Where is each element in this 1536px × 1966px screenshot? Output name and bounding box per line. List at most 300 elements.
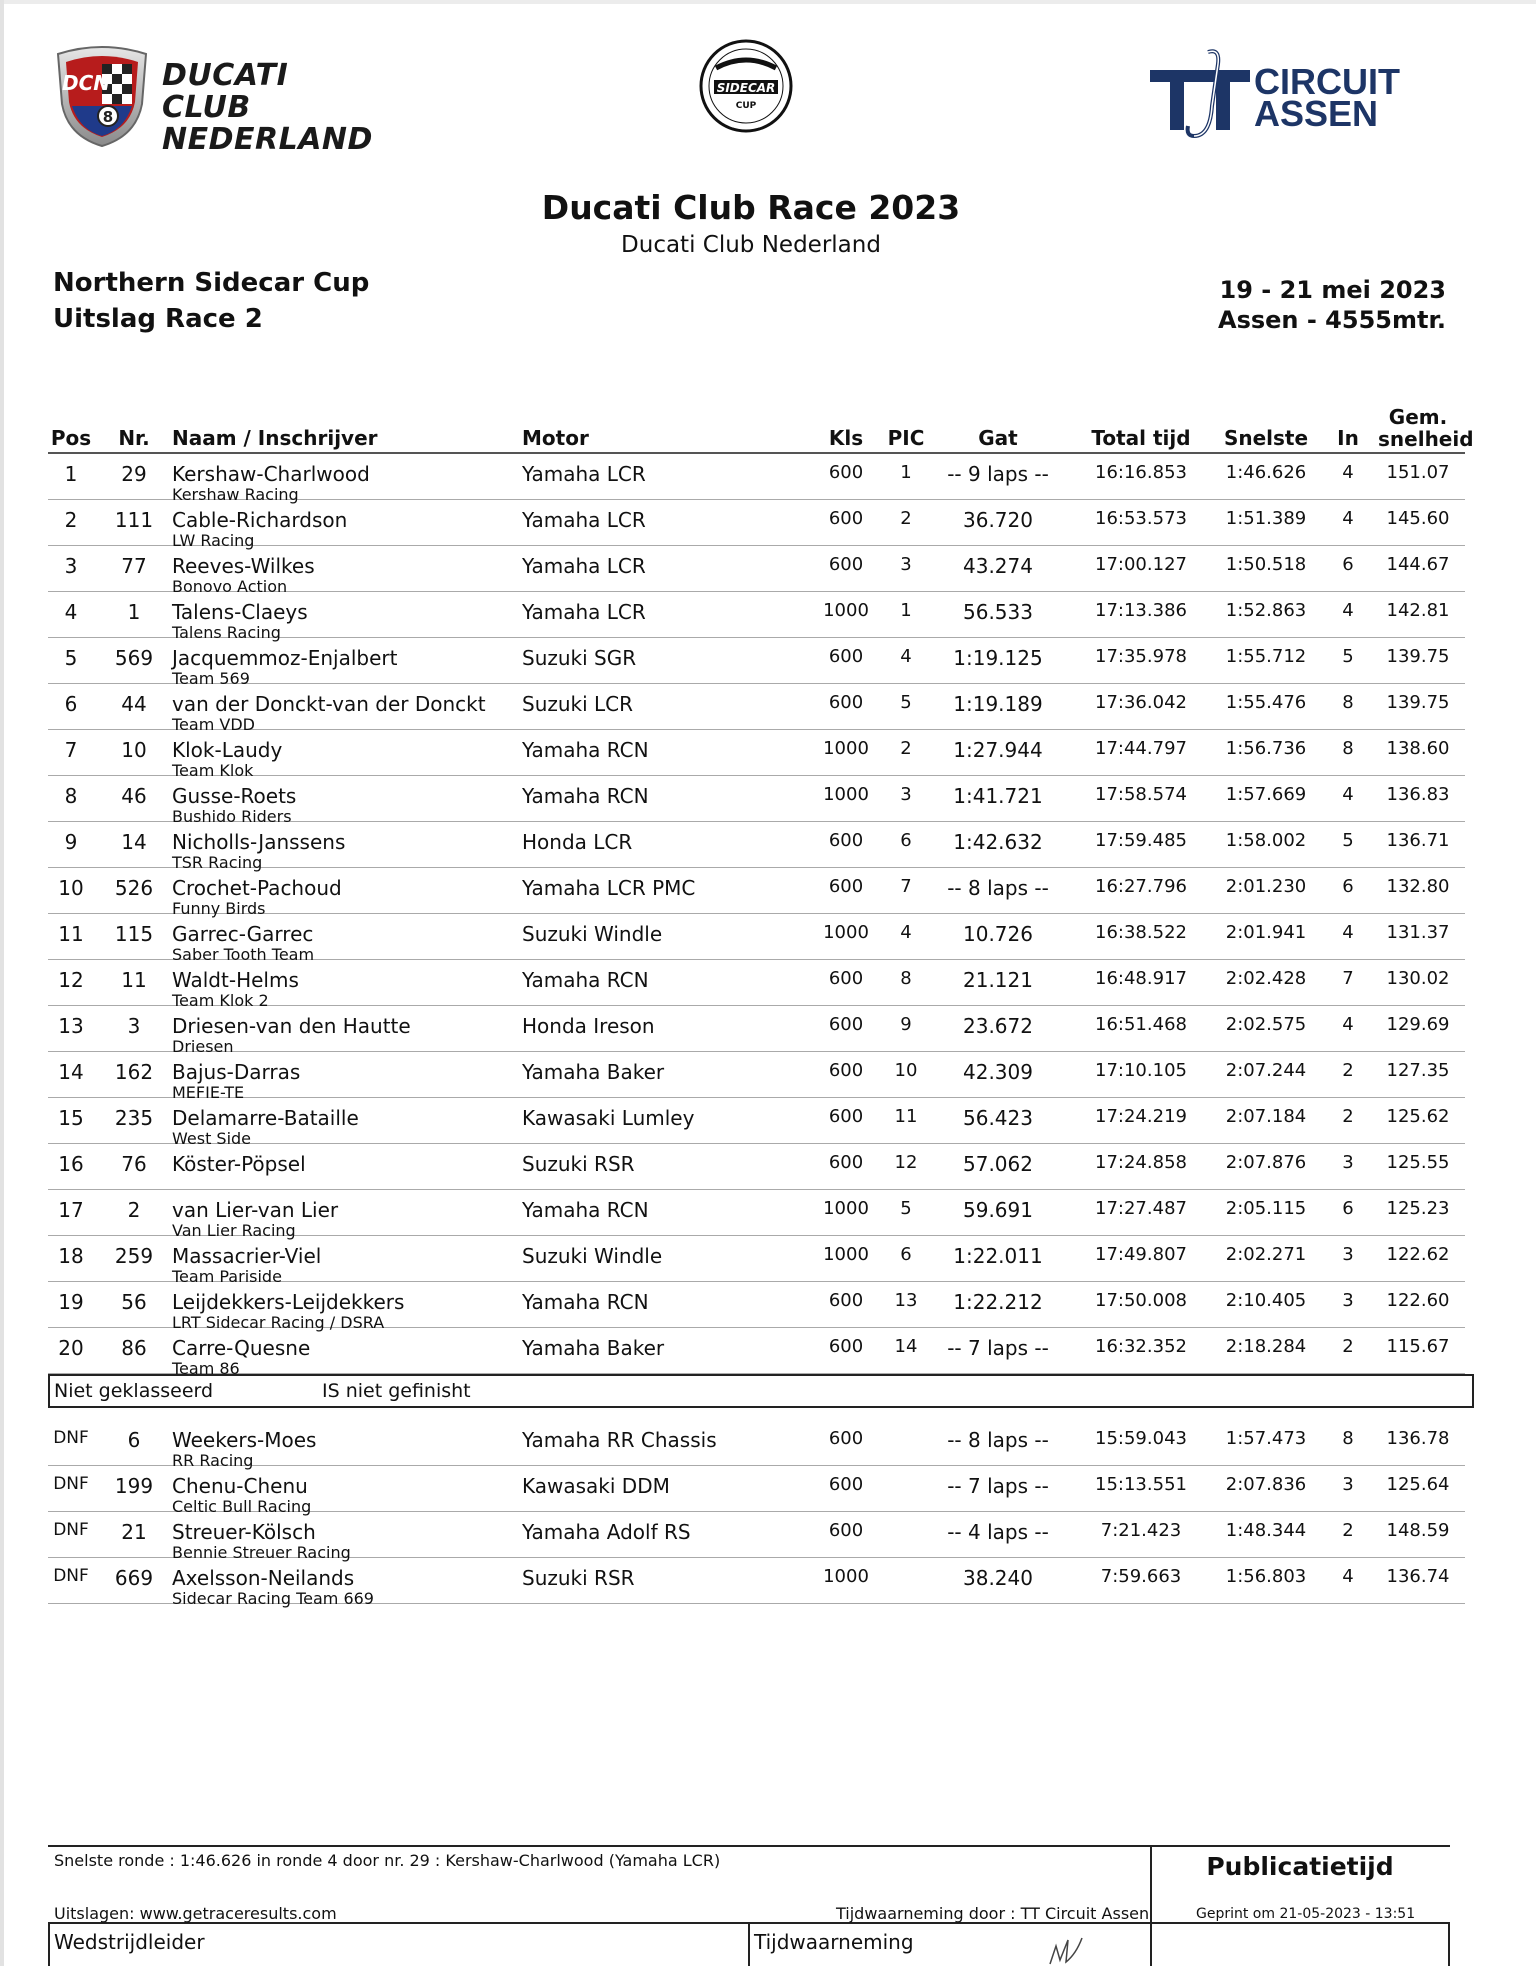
cell-pic: 10 xyxy=(894,1060,918,1081)
cell-total: 16:48.917 xyxy=(1095,968,1187,989)
cell-gem: 136.74 xyxy=(1386,1566,1450,1587)
cell-pic: 5 xyxy=(900,692,912,713)
col-total: Total tijd xyxy=(1091,426,1191,450)
cell-pic: 9 xyxy=(900,1014,912,1035)
cell-gem: 142.81 xyxy=(1386,600,1450,621)
cell-pic: 14 xyxy=(894,1336,918,1357)
cell-gat: 1:22.212 xyxy=(953,1290,1043,1314)
cell-in: 3 xyxy=(1342,1244,1354,1265)
cell-team: TSR Racing xyxy=(172,853,263,872)
cell-in: 5 xyxy=(1342,646,1354,667)
cell-kls: 600 xyxy=(828,1060,864,1081)
cell-in: 2 xyxy=(1342,1520,1354,1541)
cell-pic: 4 xyxy=(900,646,912,667)
dnf-row xyxy=(48,1512,1465,1562)
cell-motor: Yamaha LCR xyxy=(522,554,646,578)
cell-snelste: 1:57.669 xyxy=(1225,784,1307,805)
cell-gat: 1:22.011 xyxy=(953,1244,1043,1268)
result-row xyxy=(48,592,1465,642)
cell-team: Bennie Streuer Racing xyxy=(172,1543,351,1562)
col-gem xyxy=(1378,405,1474,451)
cell-gat: 57.062 xyxy=(963,1152,1033,1176)
result-row xyxy=(48,1328,1465,1378)
cell-pic: 3 xyxy=(900,784,912,805)
cell-kls: 1000 xyxy=(823,1566,869,1587)
page-border-top xyxy=(0,0,1536,4)
result-row xyxy=(48,1282,1465,1332)
cell-nr: 56 xyxy=(121,1290,147,1314)
cell-kls: 600 xyxy=(828,1474,864,1495)
cell-gem: 139.75 xyxy=(1386,646,1450,667)
cell-snelste: 1:57.473 xyxy=(1225,1428,1307,1449)
result-row xyxy=(48,454,1465,504)
page-border-left xyxy=(0,0,4,1966)
cell-nr: 77 xyxy=(121,554,147,578)
cell-gem: 136.71 xyxy=(1386,830,1450,851)
cell-name: Klok-Laudy xyxy=(172,738,283,762)
result-row xyxy=(48,868,1465,918)
cell-total: 17:35.978 xyxy=(1095,646,1187,667)
cell-pos: DNF xyxy=(53,1474,89,1494)
cell-in: 4 xyxy=(1342,1014,1354,1035)
cell-in: 4 xyxy=(1342,508,1354,529)
cell-snelste: 1:58.002 xyxy=(1225,830,1307,851)
result-row xyxy=(48,1098,1465,1148)
cell-name: Streuer-Kölsch xyxy=(172,1520,316,1544)
cell-in: 6 xyxy=(1342,876,1354,897)
cell-gat: 56.423 xyxy=(963,1106,1033,1130)
dnf-body xyxy=(48,1420,1465,1608)
cell-name: van Lier-van Lier xyxy=(172,1198,339,1222)
cell-kls: 600 xyxy=(828,968,864,989)
col-gem-line2: snelheid xyxy=(1378,427,1474,451)
cell-motor: Suzuki RSR xyxy=(522,1566,635,1590)
cell-pos: 2 xyxy=(64,508,78,532)
cell-gem: 139.75 xyxy=(1386,692,1450,713)
cell-total: 15:59.043 xyxy=(1095,1428,1187,1449)
cell-motor: Suzuki Windle xyxy=(522,922,663,946)
cell-team: Van Lier Racing xyxy=(172,1221,296,1240)
dcn-badge-text: DCN xyxy=(61,71,111,95)
cell-pos: 13 xyxy=(58,1014,84,1038)
cell-pic: 8 xyxy=(900,968,912,989)
cell-team: Bushido Riders xyxy=(172,807,292,826)
cell-kls: 1000 xyxy=(823,1198,869,1219)
cell-kls: 1000 xyxy=(823,1244,869,1265)
col-kls: Kls xyxy=(828,426,864,450)
page-title: Ducati Club Race 2023 xyxy=(541,188,961,227)
cell-gem: 125.55 xyxy=(1386,1152,1450,1173)
cell-pos: 14 xyxy=(58,1060,84,1084)
cell-gat: 1:42.632 xyxy=(953,830,1043,854)
ducati-club-line2: NEDERLAND xyxy=(162,122,373,157)
cell-gat: -- 7 laps -- xyxy=(947,1336,1049,1360)
cell-motor: Yamaha RR Chassis xyxy=(522,1428,717,1452)
cell-pos: DNF xyxy=(53,1428,89,1448)
cell-in: 8 xyxy=(1342,1428,1354,1449)
cell-pic: 2 xyxy=(900,738,912,759)
not-classified-label: Niet geklasseerd xyxy=(54,1380,214,1402)
cell-pic: 13 xyxy=(894,1290,918,1311)
cell-in: 2 xyxy=(1342,1106,1354,1127)
ducati-club-wordmark xyxy=(162,60,380,156)
cell-pos: 4 xyxy=(64,600,78,624)
cell-total: 17:59.485 xyxy=(1095,830,1187,851)
col-pos: Pos xyxy=(50,426,92,450)
cell-in: 3 xyxy=(1342,1290,1354,1311)
cell-total: 7:21.423 xyxy=(1100,1520,1182,1541)
cell-total: 16:38.522 xyxy=(1095,922,1187,943)
cell-nr: 235 xyxy=(114,1106,154,1130)
cell-motor: Yamaha Baker xyxy=(522,1060,665,1084)
cell-snelste: 2:07.184 xyxy=(1225,1106,1307,1127)
result-row xyxy=(48,638,1465,688)
cell-pos: 7 xyxy=(64,738,78,762)
cell-total: 17:00.127 xyxy=(1095,554,1187,575)
cell-nr: 14 xyxy=(121,830,147,854)
cell-name: Garrec-Garrec xyxy=(172,922,314,946)
cell-gat: -- 4 laps -- xyxy=(947,1520,1049,1544)
cell-nr: 86 xyxy=(121,1336,147,1360)
cell-pic: 11 xyxy=(894,1106,918,1127)
cell-pic: 5 xyxy=(900,1198,912,1219)
cell-motor: Yamaha RCN xyxy=(522,784,649,808)
cell-pos: 10 xyxy=(58,876,84,900)
cell-snelste: 2:01.230 xyxy=(1225,876,1307,897)
cell-kls: 600 xyxy=(828,508,864,529)
footer-rule-left xyxy=(48,1922,50,1966)
cell-gat: -- 9 laps -- xyxy=(947,462,1049,486)
cell-gem: 145.60 xyxy=(1386,508,1450,529)
cell-kls: 600 xyxy=(828,462,864,483)
cell-name: Kershaw-Charlwood xyxy=(172,462,370,486)
result-row xyxy=(48,730,1465,780)
sidecar-cup-logo xyxy=(698,38,794,134)
result-row xyxy=(48,914,1465,964)
results-table xyxy=(48,400,1474,1608)
cell-gat: 42.309 xyxy=(963,1060,1033,1084)
cell-in: 4 xyxy=(1342,462,1354,483)
dnf-row xyxy=(48,1558,1465,1608)
cell-name: Carre-Quesne xyxy=(172,1336,311,1360)
cell-in: 4 xyxy=(1342,922,1354,943)
cell-gat: 1:19.189 xyxy=(953,692,1043,716)
cell-gat: 23.672 xyxy=(963,1014,1033,1038)
cell-total: 17:36.042 xyxy=(1095,692,1187,713)
cell-motor: Yamaha LCR xyxy=(522,600,646,624)
result-row xyxy=(48,1190,1465,1240)
event-heading xyxy=(53,265,369,337)
cell-nr: 2 xyxy=(127,1198,141,1222)
publication-time-label: Publicatietijd xyxy=(1206,1852,1394,1881)
cell-team: Saber Tooth Team xyxy=(172,945,315,964)
cell-in: 6 xyxy=(1342,554,1354,575)
cell-snelste: 2:07.836 xyxy=(1225,1474,1307,1495)
cell-kls: 600 xyxy=(828,1152,864,1173)
cell-snelste: 2:07.244 xyxy=(1225,1060,1307,1081)
col-motor: Motor xyxy=(522,426,589,450)
cell-kls: 600 xyxy=(828,876,864,897)
cell-total: 17:58.574 xyxy=(1095,784,1187,805)
cell-name: Delamarre-Bataille xyxy=(172,1106,359,1130)
cell-kls: 600 xyxy=(828,1106,864,1127)
cell-gem: 129.69 xyxy=(1386,1014,1450,1035)
cell-in: 2 xyxy=(1342,1060,1354,1081)
page-subtitle: Ducati Club Nederland xyxy=(621,232,881,258)
col-name: Naam / Inschrijver xyxy=(172,426,378,450)
cell-team: West Side xyxy=(172,1129,252,1148)
cell-in: 4 xyxy=(1342,600,1354,621)
cell-pos: DNF xyxy=(53,1520,89,1540)
cell-total: 17:49.807 xyxy=(1095,1244,1187,1265)
dnf-row xyxy=(48,1466,1465,1516)
cell-team: Team 86 xyxy=(172,1359,240,1378)
cell-pos: 3 xyxy=(64,554,78,578)
cell-gem: 151.07 xyxy=(1386,462,1450,483)
cell-nr: 21 xyxy=(121,1520,147,1544)
cell-kls: 1000 xyxy=(823,922,869,943)
cell-total: 7:59.663 xyxy=(1100,1566,1182,1587)
cell-pic: 4 xyxy=(900,922,912,943)
timekeeping-label: Tijdwaarneming xyxy=(754,1930,914,1954)
cell-pic: 1 xyxy=(900,600,912,621)
cell-kls: 600 xyxy=(828,1290,864,1311)
cell-pos: 1 xyxy=(64,462,78,486)
dnf-row xyxy=(48,1420,1465,1470)
cell-total: 17:27.487 xyxy=(1095,1198,1187,1219)
cell-pic: 6 xyxy=(900,830,912,851)
cell-motor: Yamaha LCR xyxy=(522,508,646,532)
cell-pos: 5 xyxy=(64,646,78,670)
cell-gat: 38.240 xyxy=(963,1566,1033,1590)
cell-snelste: 1:52.863 xyxy=(1225,600,1307,621)
cell-motor: Yamaha RCN xyxy=(522,1290,649,1314)
cell-nr: 569 xyxy=(114,646,154,670)
cell-motor: Suzuki RSR xyxy=(522,1152,635,1176)
cell-kls: 1000 xyxy=(823,738,869,759)
cell-snelste: 1:56.736 xyxy=(1225,738,1307,759)
cell-in: 3 xyxy=(1342,1152,1354,1173)
cell-in: 6 xyxy=(1342,1198,1354,1219)
cell-snelste: 2:05.115 xyxy=(1225,1198,1307,1219)
cell-snelste: 1:46.626 xyxy=(1225,462,1307,483)
cell-pos: 11 xyxy=(58,922,84,946)
tt-icon xyxy=(1146,46,1256,142)
tt-circuit-assen-wordmark xyxy=(1254,61,1400,134)
cell-gat: 1:41.721 xyxy=(953,784,1043,808)
cell-gem: 138.60 xyxy=(1386,738,1450,759)
cell-pos: 12 xyxy=(58,968,84,992)
cell-nr: 10 xyxy=(121,738,147,762)
result-row xyxy=(48,1236,1465,1286)
cell-name: Cable-Richardson xyxy=(172,508,348,532)
cell-name: Waldt-Helms xyxy=(172,968,299,992)
cell-gem: 122.62 xyxy=(1386,1244,1450,1265)
cell-team: LRT Sidecar Racing / DSRA xyxy=(172,1313,385,1332)
event-date: 19 - 21 mei 2023 xyxy=(1219,276,1446,304)
cell-motor: Suzuki LCR xyxy=(522,692,634,716)
footer-rule-right xyxy=(1448,1922,1450,1966)
cell-nr: 46 xyxy=(121,784,147,808)
cell-kls: 600 xyxy=(828,692,864,713)
cell-nr: 199 xyxy=(114,1474,154,1498)
cell-snelste: 1:48.344 xyxy=(1225,1520,1307,1541)
cell-total: 16:16.853 xyxy=(1095,462,1187,483)
cell-name: Crochet-Pachoud xyxy=(172,876,342,900)
tt-circuit-assen-logo xyxy=(1146,46,1416,142)
signature-icon xyxy=(1046,1934,1086,1966)
cell-name: Talens-Claeys xyxy=(172,600,308,624)
cell-total: 16:53.573 xyxy=(1095,508,1187,529)
cell-gem: 144.67 xyxy=(1386,554,1450,575)
cell-gat: 1:19.125 xyxy=(953,646,1043,670)
cell-team: Funny Birds xyxy=(172,899,266,918)
cell-gat: 1:27.944 xyxy=(953,738,1043,762)
results-url[interactable]: Uitslagen: www.getraceresults.com xyxy=(54,1904,337,1923)
cell-gat: 56.533 xyxy=(963,600,1033,624)
cell-kls: 600 xyxy=(828,554,864,575)
cell-pos: 8 xyxy=(64,784,78,808)
cell-name: Nicholls-Janssens xyxy=(172,830,346,854)
cell-in: 8 xyxy=(1342,738,1354,759)
cell-motor: Honda LCR xyxy=(522,830,633,854)
tt-line2: ASSEN xyxy=(1254,93,1379,134)
cell-gem: 148.59 xyxy=(1386,1520,1450,1541)
cell-nr: 526 xyxy=(114,876,154,900)
cell-name: Bajus-Darras xyxy=(172,1060,301,1084)
cell-total: 15:13.551 xyxy=(1095,1474,1187,1495)
dcn-shield-icon xyxy=(50,44,154,148)
cell-kls: 600 xyxy=(828,1336,864,1357)
cell-motor: Kawasaki Lumley xyxy=(522,1106,695,1130)
cell-snelste: 2:02.575 xyxy=(1225,1014,1307,1035)
cell-snelste: 1:50.518 xyxy=(1225,554,1307,575)
sidecar-logo-text: SIDECAR xyxy=(716,81,776,95)
cell-total: 17:50.008 xyxy=(1095,1290,1187,1311)
cell-pos: 9 xyxy=(64,830,78,854)
cell-motor: Yamaha Adolf RS xyxy=(522,1520,691,1544)
cell-team: Bonovo Action xyxy=(172,577,288,596)
cell-snelste: 2:02.271 xyxy=(1225,1244,1307,1265)
cell-name: Leijdekkers-Leijdekkers xyxy=(172,1290,405,1314)
cell-total: 16:27.796 xyxy=(1095,876,1187,897)
cell-pic: 2 xyxy=(900,508,912,529)
col-nr: Nr. xyxy=(118,426,150,450)
cell-name: Driesen-van den Hautte xyxy=(172,1014,411,1038)
ducati-club-logo xyxy=(50,44,380,157)
cell-name: Köster-Pöpsel xyxy=(172,1152,306,1176)
cell-name: Gusse-Roets xyxy=(172,784,297,808)
result-row xyxy=(48,500,1465,550)
cell-gem: 136.78 xyxy=(1386,1428,1450,1449)
cell-team: Team 569 xyxy=(172,669,250,688)
cell-name: van der Donckt-van der Donckt xyxy=(172,692,486,716)
cell-total: 17:13.386 xyxy=(1095,600,1187,621)
cell-name: Reeves-Wilkes xyxy=(172,554,315,578)
result-row xyxy=(48,1006,1465,1056)
cell-in: 4 xyxy=(1342,1566,1354,1587)
cell-gat: -- 8 laps -- xyxy=(947,876,1049,900)
cell-motor: Suzuki Windle xyxy=(522,1244,663,1268)
not-classified-bar xyxy=(48,1374,1474,1408)
cell-name: Massacrier-Viel xyxy=(172,1244,322,1268)
cell-team: Talens Racing xyxy=(172,623,281,642)
cell-gem: 130.02 xyxy=(1386,968,1450,989)
result-row xyxy=(48,776,1465,826)
cell-snelste: 2:10.405 xyxy=(1225,1290,1307,1311)
cell-name: Weekers-Moes xyxy=(172,1428,317,1452)
cell-team: Team Klok 2 xyxy=(172,991,269,1010)
cell-team: LW Racing xyxy=(172,531,255,550)
cell-name: Chenu-Chenu xyxy=(172,1474,308,1498)
cell-gem: 131.37 xyxy=(1386,922,1450,943)
cell-kls: 600 xyxy=(828,646,864,667)
cell-nr: 29 xyxy=(121,462,147,486)
cell-team: Team VDD xyxy=(172,715,255,734)
cell-snelste: 2:18.284 xyxy=(1225,1336,1307,1357)
cell-total: 17:44.797 xyxy=(1095,738,1187,759)
result-row xyxy=(48,1052,1465,1102)
cell-motor: Honda Ireson xyxy=(522,1014,655,1038)
printed-timestamp: Geprint om 21-05-2023 - 13:51 xyxy=(1196,1906,1416,1922)
cell-gem: 115.67 xyxy=(1386,1336,1450,1357)
cell-snelste: 2:01.941 xyxy=(1225,922,1307,943)
cell-team: Kershaw Racing xyxy=(172,485,299,504)
cell-pos: 16 xyxy=(58,1152,84,1176)
result-row xyxy=(48,546,1465,596)
cell-gat: 21.121 xyxy=(963,968,1033,992)
cell-gem: 127.35 xyxy=(1386,1060,1450,1081)
event-track: Assen - 4555mtr. xyxy=(1218,306,1446,334)
cell-nr: 1 xyxy=(127,600,141,624)
cell-pos: DNF xyxy=(53,1566,89,1586)
cell-motor: Yamaha RCN xyxy=(522,968,649,992)
cell-in: 4 xyxy=(1342,784,1354,805)
cell-team: RR Racing xyxy=(172,1451,254,1470)
cell-motor: Kawasaki DDM xyxy=(522,1474,670,1498)
cell-in: 8 xyxy=(1342,692,1354,713)
cell-gem: 122.60 xyxy=(1386,1290,1450,1311)
cell-total: 17:24.219 xyxy=(1095,1106,1187,1127)
cell-in: 7 xyxy=(1342,968,1354,989)
cell-gat: 36.720 xyxy=(963,508,1033,532)
col-pic: PIC xyxy=(887,426,925,450)
cell-nr: 115 xyxy=(114,922,154,946)
cell-motor: Yamaha LCR xyxy=(522,462,646,486)
result-row xyxy=(48,960,1465,1010)
result-row xyxy=(48,684,1465,734)
cell-total: 16:32.352 xyxy=(1095,1336,1187,1357)
cell-in: 3 xyxy=(1342,1474,1354,1495)
cell-pos: 17 xyxy=(58,1198,84,1222)
event-class: Northern Sidecar Cup xyxy=(53,268,370,298)
col-gem-line1: Gem. xyxy=(1388,405,1448,429)
cell-kls: 1000 xyxy=(823,600,869,621)
not-classified-note: IS niet gefinisht xyxy=(322,1380,471,1402)
cell-kls: 600 xyxy=(828,1520,864,1541)
cell-name: Jacquemmoz-Enjalbert xyxy=(172,646,398,670)
sidecar-logo-sub: CUP xyxy=(735,101,757,111)
cell-nr: 76 xyxy=(121,1152,147,1176)
cell-pic: 12 xyxy=(894,1152,918,1173)
results-header-row xyxy=(48,400,1474,454)
results-body xyxy=(48,454,1465,1378)
cell-snelste: 2:07.876 xyxy=(1225,1152,1307,1173)
svg-text:8: 8 xyxy=(102,108,114,126)
cell-snelste: 2:02.428 xyxy=(1225,968,1307,989)
cell-kls: 600 xyxy=(828,1014,864,1035)
col-in: In xyxy=(1337,426,1359,450)
